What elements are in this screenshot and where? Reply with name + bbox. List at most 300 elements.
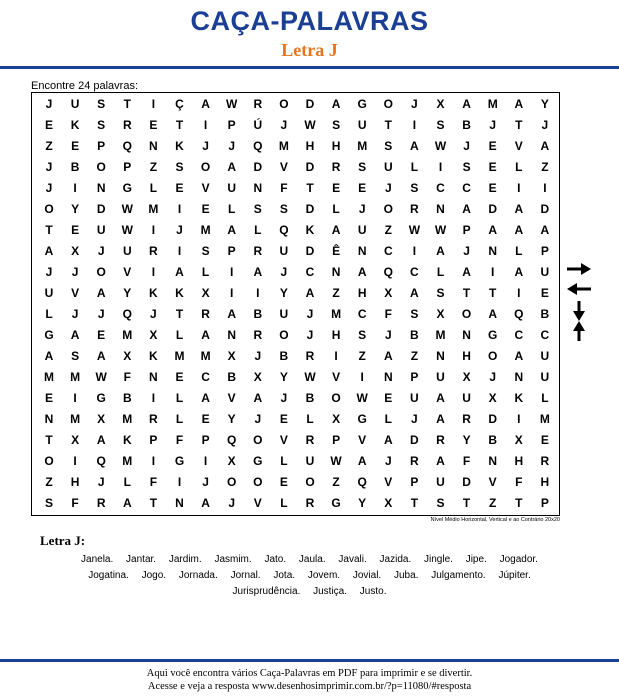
grid-letter: Y	[540, 97, 549, 111]
grid-letter: A	[227, 160, 237, 174]
grid-letter: K	[175, 139, 184, 153]
grid-letter: I	[151, 391, 156, 405]
word-list-title: Letra J:	[40, 533, 86, 548]
grid-letter: P	[97, 139, 106, 153]
grid-letter: J	[384, 454, 392, 468]
grid-letter: S	[436, 496, 445, 510]
grid-letter: X	[253, 370, 262, 384]
grid-letter: Z	[489, 496, 497, 510]
word-item: Jornada.	[178, 570, 218, 581]
grid-letter: D	[305, 160, 315, 174]
grid-letter: V	[279, 433, 288, 447]
grid-letter: E	[279, 475, 288, 489]
grid-letter: B	[488, 433, 498, 447]
grid-letter: I	[151, 454, 156, 468]
grid-letter: J	[45, 265, 53, 279]
grid-letter: U	[436, 370, 445, 384]
grid-letter: A	[462, 265, 471, 279]
word-item: Jazida.	[379, 554, 412, 565]
grid-letter: P	[149, 433, 158, 447]
grid-letter: O	[96, 265, 106, 279]
grid-letter: R	[305, 433, 315, 447]
grid-letter: Q	[122, 139, 132, 153]
word-item: Jovem.	[307, 570, 341, 581]
grid-letter: U	[383, 160, 393, 174]
grid-letter: J	[280, 265, 288, 279]
grid-letter: J	[541, 118, 549, 132]
grid-letter: F	[71, 496, 79, 510]
grid-letter: I	[517, 286, 521, 300]
grid-letter: T	[515, 118, 523, 132]
grid-letter: J	[176, 223, 183, 237]
grid-letter: H	[514, 454, 524, 468]
grid-letter: A	[383, 433, 393, 447]
grid-letter: U	[462, 391, 471, 405]
grid-letter: U	[540, 349, 550, 363]
grid-letter: L	[123, 475, 131, 489]
grid-row	[32, 220, 559, 241]
grid-letter: W	[95, 370, 107, 384]
grid-letter: A	[357, 454, 367, 468]
grid-letter: P	[123, 160, 132, 174]
grid-letter: I	[438, 160, 443, 174]
grid-letter: J	[45, 97, 53, 111]
grid-letter: I	[360, 370, 364, 384]
grid-letter: Y	[462, 433, 471, 447]
grid-letter: N	[331, 265, 341, 279]
grid-letter: B	[253, 307, 263, 321]
grid-letter: M	[70, 412, 81, 426]
grid-row	[32, 346, 559, 367]
grid-letter: I	[177, 475, 182, 489]
grid-letter: D	[540, 202, 550, 216]
grid-letter: F	[280, 181, 288, 195]
word-item: Jantar.	[126, 554, 157, 565]
grid-letter: O	[279, 328, 289, 342]
grid-letter: O	[331, 391, 341, 405]
grid-letter: A	[488, 223, 498, 237]
grid-letter: J	[254, 412, 262, 426]
grid-letter: D	[96, 202, 106, 216]
grid-letter: J	[71, 265, 79, 279]
grid-letter: J	[306, 328, 314, 342]
footer-line-1: Aqui você encontra vários Caça-Palavras em PDF para imprimir e se divertir.	[146, 668, 473, 679]
grid-letter: M	[122, 454, 133, 468]
grid-letter: U	[357, 118, 367, 132]
grid-letter: H	[540, 475, 550, 489]
grid-letter: N	[175, 496, 184, 510]
grid-letter: J	[411, 97, 418, 111]
grid-letter: V	[279, 160, 288, 174]
grid-letter: M	[200, 223, 211, 237]
grid-letter: H	[70, 475, 80, 489]
grid-letter: X	[71, 433, 80, 447]
grid-letter: A	[462, 97, 471, 111]
grid-letter: H	[331, 139, 341, 153]
grid-letter: A	[253, 265, 263, 279]
grid-letter: F	[515, 475, 523, 489]
grid-letter: L	[384, 412, 392, 426]
grid-letter: E	[149, 118, 158, 132]
grid-letter: U	[227, 181, 237, 195]
down-arrow-icon	[572, 300, 586, 322]
grid-letter: L	[228, 202, 236, 216]
grid-letter: E	[71, 223, 80, 237]
bottom-divider	[0, 659, 619, 662]
grid-letter: S	[436, 118, 445, 132]
grid-letter: O	[253, 475, 263, 489]
grid-letter: W	[330, 454, 342, 468]
grid-letter: L	[175, 328, 184, 342]
grid-letter: M	[200, 349, 211, 363]
grid-letter: L	[201, 265, 210, 279]
grid-row	[32, 262, 559, 283]
grid-letter: V	[71, 286, 80, 300]
grid-letter: R	[305, 349, 315, 363]
grid-letter: O	[461, 307, 472, 321]
grid-letter: O	[227, 475, 237, 489]
grid-letter: U	[410, 391, 419, 405]
grid-letter: O	[44, 454, 54, 468]
grid-letter: Y	[227, 412, 236, 426]
grid-letter: D	[305, 202, 315, 216]
grid-letter: A	[436, 454, 445, 468]
grid-letter: A	[514, 97, 524, 111]
grid-letter: U	[122, 244, 132, 258]
grid-letter: V	[123, 265, 132, 279]
grid-letter: W	[434, 223, 447, 237]
grid-letter: K	[122, 433, 132, 447]
grid-letter: C	[462, 181, 471, 195]
grid-letter: R	[253, 328, 263, 342]
grid-letter: J	[45, 181, 53, 195]
grid-letter: R	[96, 496, 106, 510]
grid-letter: A	[410, 286, 419, 300]
grid-letter: U	[436, 475, 445, 489]
grid-letter: E	[44, 118, 53, 132]
grid-letter: Y	[358, 496, 367, 510]
grid-letter: W	[434, 139, 447, 153]
footer-line-2: Acesse e veja a resposta www.desenhosimprimir.com.br/?p=11080/#resposta	[147, 681, 472, 692]
word-item: Justiça.	[313, 586, 348, 597]
grid-row	[32, 451, 559, 472]
grid-letter: A	[514, 265, 524, 279]
grid-letter: P	[410, 475, 419, 489]
grid-letter: T	[175, 307, 184, 321]
grid-letter: D	[410, 433, 419, 447]
grid-letter: W	[408, 223, 421, 237]
grid-letter: L	[280, 496, 288, 510]
grid-letter: C	[201, 370, 210, 384]
grid-letter: O	[488, 349, 498, 363]
grid-letter: P	[227, 244, 236, 258]
grid-row	[32, 94, 559, 115]
grid-letter: N	[488, 454, 498, 468]
grid-letter: A	[514, 349, 524, 363]
grid-letter: J	[384, 181, 392, 195]
word-item: Javali.	[338, 554, 367, 565]
grid-letter: Y	[279, 286, 288, 300]
grid-letter: R	[410, 454, 419, 468]
grid-letter: O	[383, 202, 393, 216]
grid-letter: A	[540, 223, 550, 237]
grid-letter: P	[540, 496, 549, 510]
grid-letter: J	[280, 118, 288, 132]
grid-letter: M	[148, 202, 159, 216]
grid-letter: A	[331, 223, 341, 237]
up-arrow-icon	[572, 320, 586, 342]
word-item: Jingle.	[424, 554, 453, 565]
grid-letter: R	[201, 307, 210, 321]
word-item: Jurisprudência.	[232, 586, 301, 597]
grid-letter: J	[306, 307, 314, 321]
grid-letter: A	[96, 349, 106, 363]
page-title: CAÇA-PALAVRAS	[190, 6, 429, 36]
grid-letter: Z	[45, 139, 53, 153]
grid-letter: Y	[71, 202, 80, 216]
grid-letter: A	[462, 202, 471, 216]
grid-letter: I	[517, 412, 521, 426]
grid-letter: I	[543, 181, 547, 195]
grid-letter: M	[435, 328, 446, 342]
grid-letter: F	[462, 454, 471, 468]
word-item: Julgamento.	[431, 570, 486, 581]
grid-letter: S	[97, 118, 106, 132]
grid-letter: G	[488, 328, 498, 342]
grid-row	[32, 304, 559, 325]
grid-letter: Ê	[332, 244, 341, 258]
word-item: Juba.	[393, 570, 419, 581]
grid-letter: K	[175, 286, 184, 300]
grid-letter: N	[149, 370, 158, 384]
grid-letter: X	[97, 412, 106, 426]
grid-letter: R	[331, 160, 341, 174]
grid-letter: Ú	[253, 118, 263, 132]
grid-letter: A	[227, 223, 237, 237]
grid-letter: Q	[227, 433, 237, 447]
grid-letter: S	[71, 349, 80, 363]
grid-letter: E	[488, 181, 497, 195]
grid-letter: X	[201, 286, 210, 300]
grid-letter: K	[149, 349, 158, 363]
grid-letter: A	[383, 349, 393, 363]
grid-row	[32, 283, 559, 304]
grid-row	[32, 178, 559, 199]
grid-letter: Z	[332, 286, 340, 300]
grid-letter: J	[150, 307, 157, 321]
grid-letter: Ç	[175, 97, 184, 111]
grid-letter: R	[149, 412, 158, 426]
word-search-grid	[31, 92, 560, 516]
grid-letter: Q	[96, 454, 106, 468]
grid-letter: J	[384, 328, 392, 342]
grid-letter: A	[436, 412, 445, 426]
right-arrow-icon	[566, 262, 592, 276]
grid-letter: S	[253, 202, 262, 216]
grid-letter: S	[97, 97, 106, 111]
grid-letter: Z	[410, 349, 419, 363]
grid-letter: E	[488, 139, 497, 153]
grid-letter: M	[331, 307, 342, 321]
grid-letter: L	[306, 412, 314, 426]
grid-letter: Z	[541, 160, 549, 174]
grid-letter: Q	[122, 307, 132, 321]
grid-letter: S	[462, 160, 471, 174]
grid-letter: S	[175, 160, 184, 174]
grid-letter: J	[280, 391, 288, 405]
grid-letter: M	[357, 139, 368, 153]
grid-letter: J	[97, 244, 105, 258]
grid-letter: Q	[253, 139, 263, 153]
grid-letter: G	[44, 328, 54, 342]
grid-letter: B	[122, 391, 132, 405]
grid-letter: W	[304, 370, 316, 384]
grid-letter: J	[202, 139, 209, 153]
grid-letter: N	[383, 370, 393, 384]
grid-letter: J	[71, 307, 79, 321]
grid-letter: I	[151, 97, 156, 111]
grid-letter: I	[73, 391, 77, 405]
grid-letter: L	[149, 181, 158, 195]
grid-letter: R	[540, 454, 550, 468]
grid-letter: A	[201, 391, 210, 405]
grid-letter: H	[305, 139, 315, 153]
word-item: Jogo.	[141, 570, 167, 581]
word-item: Jogador.	[499, 554, 538, 565]
grid-letter: N	[357, 244, 367, 258]
page-subtitle: Letra J	[281, 40, 338, 60]
grid-letter: W	[226, 97, 238, 111]
grid-letter: E	[540, 433, 549, 447]
grid-letter: L	[254, 223, 262, 237]
grid-row	[32, 115, 559, 136]
grid-letter: T	[489, 286, 497, 300]
grid-letter: U	[305, 454, 315, 468]
grid-letter: B	[540, 307, 550, 321]
grid-letter: E	[201, 202, 210, 216]
grid-letter: A	[514, 223, 524, 237]
grid-letter: Z	[45, 475, 53, 489]
word-list-line-1	[30, 554, 589, 565]
grid-letter: P	[201, 433, 210, 447]
grid-row	[32, 241, 559, 262]
word-item: Jornal.	[230, 570, 261, 581]
grid-letter: U	[70, 97, 80, 111]
grid-letter: J	[97, 307, 105, 321]
grid-letter: X	[436, 307, 445, 321]
grid-letter: D	[305, 97, 315, 111]
grid-letter: A	[488, 307, 498, 321]
grid-letter: O	[305, 475, 315, 489]
grid-letter: A	[175, 265, 184, 279]
grid-letter: X	[384, 286, 393, 300]
grid-letter: V	[358, 433, 367, 447]
grid-letter: G	[331, 496, 341, 510]
grid-letter: U	[540, 265, 550, 279]
grid-letter: B	[227, 370, 237, 384]
grid-letter: F	[123, 370, 131, 384]
grid-letter: N	[514, 370, 524, 384]
grid-letter: H	[331, 328, 341, 342]
grid-letter: M	[539, 412, 550, 426]
grid-letter: P	[410, 370, 419, 384]
grid-letter: K	[70, 118, 80, 132]
grid-letter: V	[332, 370, 341, 384]
word-item: Jaula.	[298, 554, 326, 565]
grid-letter: I	[73, 181, 77, 195]
grid-letter: X	[227, 454, 236, 468]
grid-letter: P	[332, 433, 341, 447]
grid-letter: F	[384, 307, 392, 321]
grid-letter: I	[517, 181, 521, 195]
grid-letter: A	[227, 307, 237, 321]
direction-arrows	[566, 262, 596, 342]
grid-letter: N	[488, 244, 498, 258]
grid-letter: I	[412, 244, 417, 258]
grid-letter: U	[96, 223, 106, 237]
grid-letter: Z	[149, 160, 158, 174]
grid-letter: A	[201, 328, 210, 342]
grid-letter: A	[410, 139, 419, 153]
grid-letter: G	[122, 181, 132, 195]
grid-letter: K	[149, 286, 158, 300]
grid-letter: X	[123, 349, 132, 363]
grid-letter: E	[175, 181, 184, 195]
word-item: Jato.	[264, 554, 287, 565]
grid-letter: U	[540, 370, 550, 384]
grid-row	[32, 472, 559, 493]
grid-letter: C	[305, 265, 315, 279]
grid-letter: I	[203, 454, 208, 468]
grid-letter: R	[253, 244, 263, 258]
grid-letter: C	[357, 307, 367, 321]
grid-letter: A	[70, 328, 80, 342]
grid-letter: J	[202, 475, 209, 489]
grid-letter: M	[487, 97, 498, 111]
grid-letter: D	[305, 244, 315, 258]
grid-letter: L	[541, 391, 549, 405]
grid-letter: W	[121, 223, 133, 237]
grid-letter: J	[97, 475, 105, 489]
grid-letter: J	[411, 412, 418, 426]
grid-letter: N	[227, 328, 237, 342]
grid-letter: N	[96, 181, 106, 195]
grid-letter: B	[279, 349, 289, 363]
grid-letter: U	[357, 223, 367, 237]
grid-letter: V	[253, 496, 262, 510]
grid-letter: E	[44, 391, 53, 405]
grid-letter: G	[96, 391, 106, 405]
grid-row	[32, 493, 559, 514]
grid-letter: J	[228, 496, 236, 510]
grid-letter: S	[332, 118, 341, 132]
grid-letter: A	[540, 139, 550, 153]
grid-letter: L	[515, 244, 523, 258]
grid-letter: X	[436, 97, 445, 111]
grid-letter: F	[149, 475, 158, 489]
grid-letter: S	[410, 181, 419, 195]
grid-row	[32, 430, 559, 451]
grid-letter: L	[436, 265, 445, 279]
grid-letter: A	[436, 391, 445, 405]
grid-letter: X	[384, 496, 393, 510]
word-item: Jardim.	[168, 554, 202, 565]
grid-letter: G	[174, 454, 185, 468]
grid-letter: B	[305, 391, 315, 405]
grid-letter: N	[253, 181, 263, 195]
grid-letter: O	[200, 160, 211, 174]
grid-letter: N	[462, 328, 471, 342]
